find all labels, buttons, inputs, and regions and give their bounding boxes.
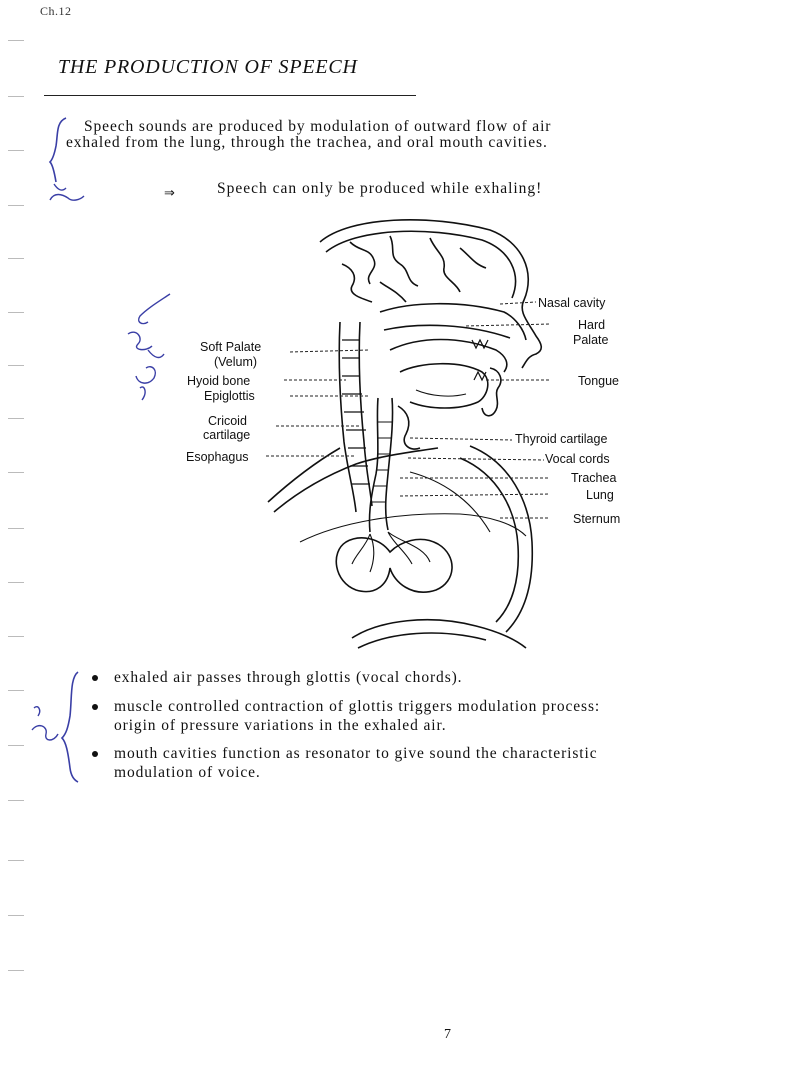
page-number: 7 bbox=[444, 1027, 451, 1042]
label-nasal-cavity: Nasal cavity bbox=[538, 296, 606, 310]
bullet-dot bbox=[92, 704, 98, 710]
label-tongue: Tongue bbox=[578, 374, 620, 388]
speech-anatomy-diagram bbox=[260, 212, 550, 660]
label-trachea: Trachea bbox=[571, 471, 617, 485]
label-thyroid-cartilage: Thyroid cartilage bbox=[515, 432, 608, 446]
label-soft-palate-2: (Velum) bbox=[214, 355, 258, 369]
bullet-dot bbox=[92, 675, 98, 681]
exhaling-note: Speech can only be produced while exhaling! bbox=[217, 180, 543, 197]
label-esophagus: Esophagus bbox=[186, 450, 249, 464]
label-vocal-cords: Vocal cords bbox=[545, 452, 610, 466]
bullet-text: exhaled air passes through glottis (vocal chords). bbox=[114, 669, 463, 686]
bullet-text: mouth cavities function as resonator to give sound the characteristic bbox=[114, 745, 598, 762]
label-cricoid-1: Cricoid bbox=[208, 414, 247, 428]
label-hyoid-bone: Hyoid bone bbox=[187, 374, 251, 388]
bullet-text-continued: modulation of voice. bbox=[114, 764, 261, 781]
chapter-label: Ch.12 bbox=[40, 4, 72, 18]
handwritten-bullets-bracket-icon bbox=[28, 668, 88, 788]
intro-line-1: Speech sounds are produced by modulation of outward flow of air bbox=[84, 118, 552, 135]
label-sternum: Sternum bbox=[573, 512, 621, 526]
label-lung: Lung bbox=[586, 488, 614, 502]
implies-arrow-icon: ⇒ bbox=[164, 186, 175, 201]
bullet-text: muscle controlled contraction of glottis triggers modulation process: bbox=[114, 698, 601, 715]
label-hard-palate-1: Hard bbox=[578, 318, 606, 332]
bullet-text-continued: origin of pressure variations in the exhaled air. bbox=[114, 717, 447, 734]
intro-line-2: exhaled from the lung, through the trachea, and oral mouth cavities. bbox=[66, 134, 548, 151]
label-soft-palate-1: Soft Palate bbox=[200, 340, 262, 354]
page-title: THE PRODUCTION OF SPEECH bbox=[58, 56, 358, 78]
label-cricoid-2: cartilage bbox=[203, 428, 251, 442]
bullet-dot bbox=[92, 751, 98, 757]
label-epiglottis: Epiglottis bbox=[204, 389, 255, 403]
label-hard-palate-2: Palate bbox=[573, 333, 609, 347]
title-underline bbox=[44, 95, 416, 96]
handwritten-annotation-icon bbox=[118, 288, 188, 418]
